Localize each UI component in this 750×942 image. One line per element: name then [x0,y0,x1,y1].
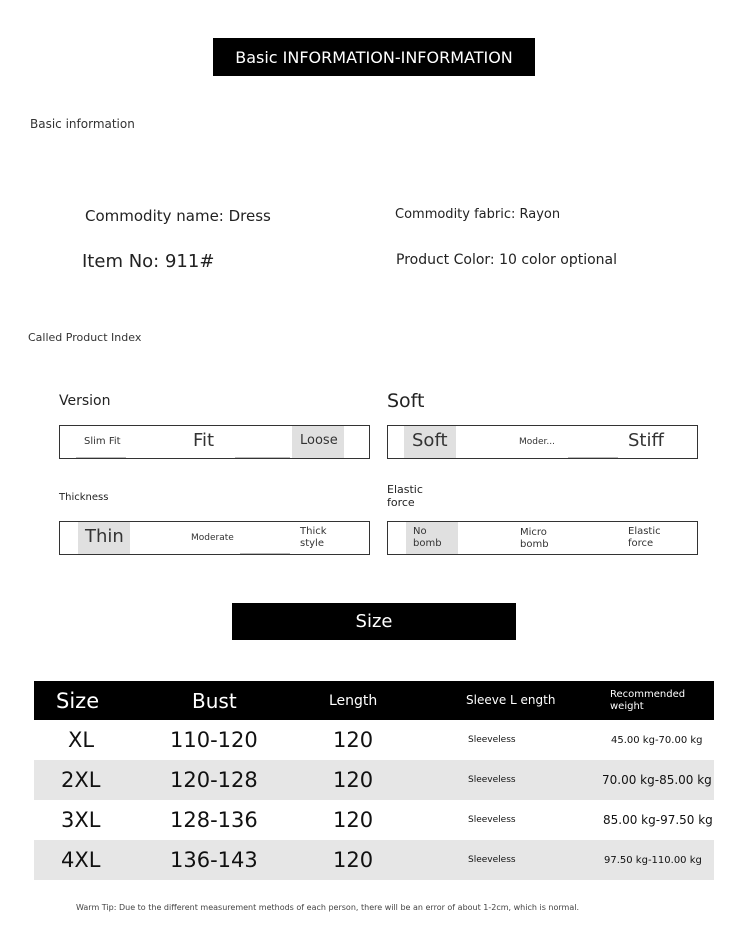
thickness-option-thin: Thin [85,526,124,547]
thickness-label: Thickness [59,492,109,503]
size-banner-title: Size [355,611,393,632]
commodity-fabric: Commodity fabric: Rayon [395,207,561,222]
version-option-loose: Loose [300,433,338,448]
product-index-section-label: Called Product Index [28,331,142,344]
elastic-option-micro-bomb: Micro bomb [520,527,549,550]
header-sleeve-length: Sleeve L ength [466,681,600,720]
soft-label: Soft [387,390,425,412]
cell-sleeve: Sleeveless [466,840,600,880]
cell-sleeve: Sleeveless [468,735,516,745]
basic-info-banner-title: Basic INFORMATION-INFORMATION [235,47,513,67]
basic-info-section-label: Basic information [30,117,135,131]
cell-sleeve: Sleeveless [466,760,600,800]
basic-info-banner [213,38,535,76]
cell-length: 120 [333,808,374,832]
size-banner [232,603,516,640]
commodity-name: Commodity name: Dress [85,207,271,225]
cell-weight: 85.00 kg-97.50 kg [603,813,713,827]
thickness-divider [240,553,290,554]
header-bust: Bust [156,681,316,720]
soft-option-moderate: Moder... [519,437,555,447]
header-size: Size [34,681,156,720]
thickness-option-thick-style: Thick style [300,526,327,549]
cell-bust: 120-128 [156,760,316,800]
cell-bust: 128-136 [170,808,258,832]
header-length: Length [316,681,466,720]
product-color: Product Color: 10 color optional [396,252,618,268]
cell-length: 120 [333,728,374,752]
table-row [34,760,714,800]
header-recommended-weight: Recommended weight [600,681,714,720]
cell-length: 120 [316,840,466,880]
version-scale [59,425,370,459]
cell-size: 2XL [34,760,156,800]
elastic-option-elastic-force: Elastic force [628,526,661,549]
elastic-option-no-bomb: No bomb [413,526,442,549]
cell-size: 3XL [61,808,101,832]
cell-length: 120 [316,760,466,800]
soft-scale [387,425,698,459]
version-option-slim-fit: Slim Fit [84,436,121,447]
cell-weight: 97.50 kg-110.00 kg [600,840,714,880]
soft-divider [568,457,618,458]
cell-weight: 45.00 kg-70.00 kg [611,734,703,746]
item-no: Item No: 911# [82,251,215,272]
elastic-label: Elastic force [387,483,423,509]
cell-size: 4XL [34,840,156,880]
cell-bust: 136-143 [156,840,316,880]
warm-tip: Warm Tip: Due to the different measurement methods of each person, there will be an error of about 1-2cm, which is normal. [76,903,579,912]
size-table-header-row [34,681,714,720]
table-row [34,840,714,880]
version-option-fit: Fit [193,430,215,451]
thickness-option-moderate: Moderate [191,533,234,543]
cell-bust: 110-120 [170,728,258,752]
thickness-scale [59,521,370,555]
version-divider [235,457,290,458]
version-label: Version [59,393,111,409]
table-row [34,720,714,760]
table-row [34,800,714,840]
soft-option-stiff: Stiff [628,430,664,451]
cell-size: XL [68,728,95,752]
elastic-scale [387,521,698,555]
soft-option-soft: Soft [412,430,448,451]
size-table [34,681,714,880]
cell-weight: 70.00 kg-85.00 kg [600,760,714,800]
cell-sleeve: Sleeveless [468,815,516,825]
version-divider [76,457,126,458]
